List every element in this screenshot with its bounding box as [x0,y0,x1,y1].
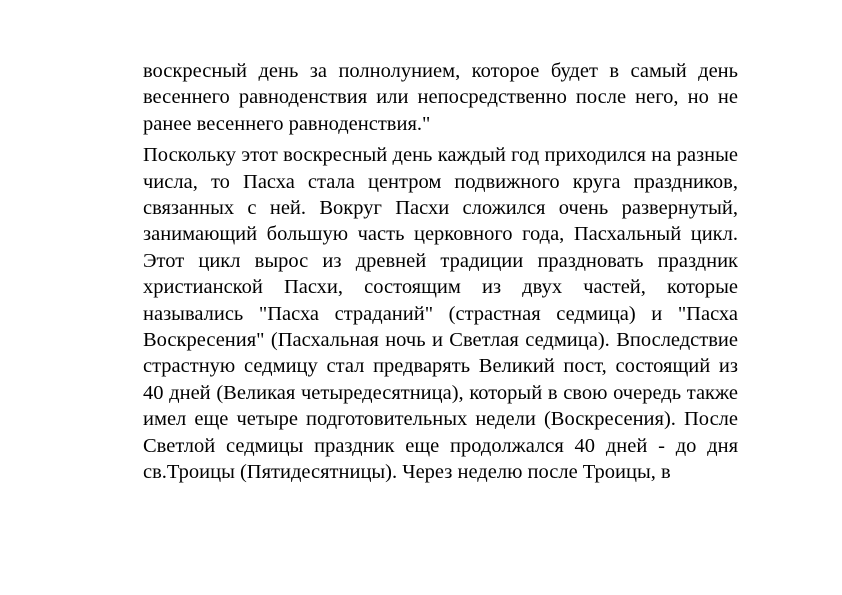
paragraph-1: воскресный день за полнолунием, которое будет в самый день весеннего равноденствия или непосредственно после него, но не ранее весеннего равноденствия." [143,60,738,135]
paragraph-2: Поскольку этот воскресный день каждый год приходился на разные числа, то Пасха стала центром подвижного круга праздников, связанных с ней. Вокруг Пасхи сложился очень развернутый, занимающий большую часть церковного года, Пасхальный цикл. Этот цикл вырос из древней традиции праздновать праздник христианской Пасхи, состоящим из двух частей, которые назывались "Пасха страданий" (страстная седмица) и "Пасха Воскресения" (Пасхальная ночь и Светлая седмица). Впоследствие страстную седмицу стал предварять Великий пост, состоящий из 40 дней (Великая четыредесятница), который в свою очередь также имел еще четыре подготовительных недели (Воскресения). После Светлой седмицы праздник еще продолжался 40 дней - до дня св.Троицы (Пятидесятницы). Через неделю после Троицы, в [143,144,738,484]
document-text [143,58,738,486]
